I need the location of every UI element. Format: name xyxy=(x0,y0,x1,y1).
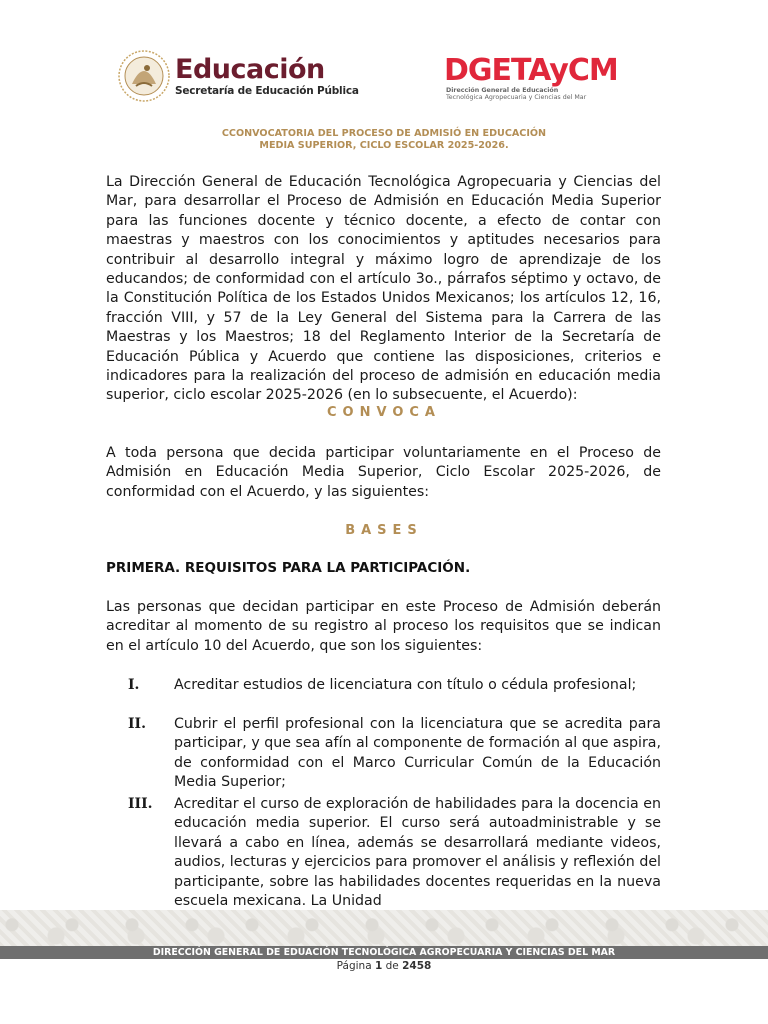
requirement-text: Cubrir el perfil profesional con la licenciatura que se acredita para participar, y que sea afín al componente de formación al que aspira, de conformidad con el Marco Curricular Común de la Educación Media Superior; xyxy=(174,716,661,791)
page-label: Página xyxy=(336,960,372,972)
page-current: 1 xyxy=(374,960,383,972)
convocatoria-title-line-2: MEDIA SUPERIOR, CICLO ESCOLAR 2025-2026. xyxy=(259,140,509,151)
convoca-paragraph: A toda persona que decida participar voluntariamente en el Proceso de Admisión en Educación Media Superior, Ciclo Escolar 2025-2026, de conformidad con el Acuerdo, y las siguientes: xyxy=(106,445,661,500)
page-header xyxy=(0,0,768,120)
requirement-numeral: II. xyxy=(128,716,146,732)
requirement-numeral: I. xyxy=(128,677,140,693)
dgetaycm-subtitle-line-2: Tecnológica Agropecuaria y Ciencias del Mar xyxy=(446,94,587,101)
primera-paragraph: Las personas que decidan participar en este Proceso de Admisión deberán acreditar al momento de su registro al proceso los requisitos que se indican en el artículo 10 del Acuerdo, que son los siguientes: xyxy=(106,599,661,654)
bases-heading: BASES xyxy=(345,523,423,538)
page-of-label: de xyxy=(385,960,399,972)
intro-paragraph: La Dirección General de Educación Tecnológica Agropecuaria y Ciencias del Mar, para desarrollar el Proceso de Admisión en Educación Media Superior para las funciones docente y técnico docente, a efecto de contar con maestras y maestros con los conocimientos y aptitudes necesarios para contribuir al desarrollo integral y máximo logro de aprendizaje de los educandos; de conformidad con el artículo 3o., párrafos séptimo y octavo, de la Constitución Política de los Estados Unidos Mexicanos; los artículos 12, 16, fracción VIII, y 57 de la Ley General del Sistema para la Carrera de las Maestras y los Maestros; 18 del Reglamento Interior de la Secretaría de Educación Pública y Acuerdo que contiene las disposiciones, criterios e indicadores para la realización del proceso de admisión en educación media superior, ciclo escolar 2025-2026 (en lo subsecuente, el Acuerdo): xyxy=(106,174,661,404)
dgetaycm-logo-title: DGETAyCM xyxy=(444,53,618,88)
dgetaycm-subtitle-line-1: Dirección General de Educación xyxy=(446,87,559,94)
sep-subtitle: Secretaría de Educación Pública xyxy=(175,85,359,97)
requirement-text: Acreditar el curso de exploración de habilidades para la docencia en educación media superior. El curso será autoadministrable y se llevará a cabo en línea, además se desarrollará mediante videos, audios, lecturas y ejercicios para promover el análisis y reflexión del participante, sobre las habilidades docentes requeridas en la nueva escuela mexicana. La Unidad xyxy=(174,796,661,910)
requirement-numeral: III. xyxy=(128,796,153,812)
page-number xyxy=(0,960,768,972)
convocatoria-title-line-1: CCONVOCATORIA DEL PROCESO DE ADMISIÓ EN EDUCACIÓN xyxy=(221,128,547,139)
mexico-coat-of-arms-icon xyxy=(116,46,172,108)
primera-heading: PRIMERA. REQUISITOS PARA LA PARTICIPACIÓN. xyxy=(106,560,471,576)
convoca-heading: CONVOCA xyxy=(327,405,441,420)
sep-title: Educación xyxy=(175,54,325,85)
footer-institution-bar: DIRECCIÓN GENERAL DE EDUACIÓN TECNOLÓGICA AGROPECUARIA Y CIENCIAS DEL MAR xyxy=(0,946,768,959)
requirement-text: Acreditar estudios de licenciatura con título o cédula profesional; xyxy=(174,677,637,693)
page-total: 2458 xyxy=(402,960,432,972)
convocatoria-title xyxy=(0,128,768,152)
footer-decorative-pattern xyxy=(0,910,768,947)
